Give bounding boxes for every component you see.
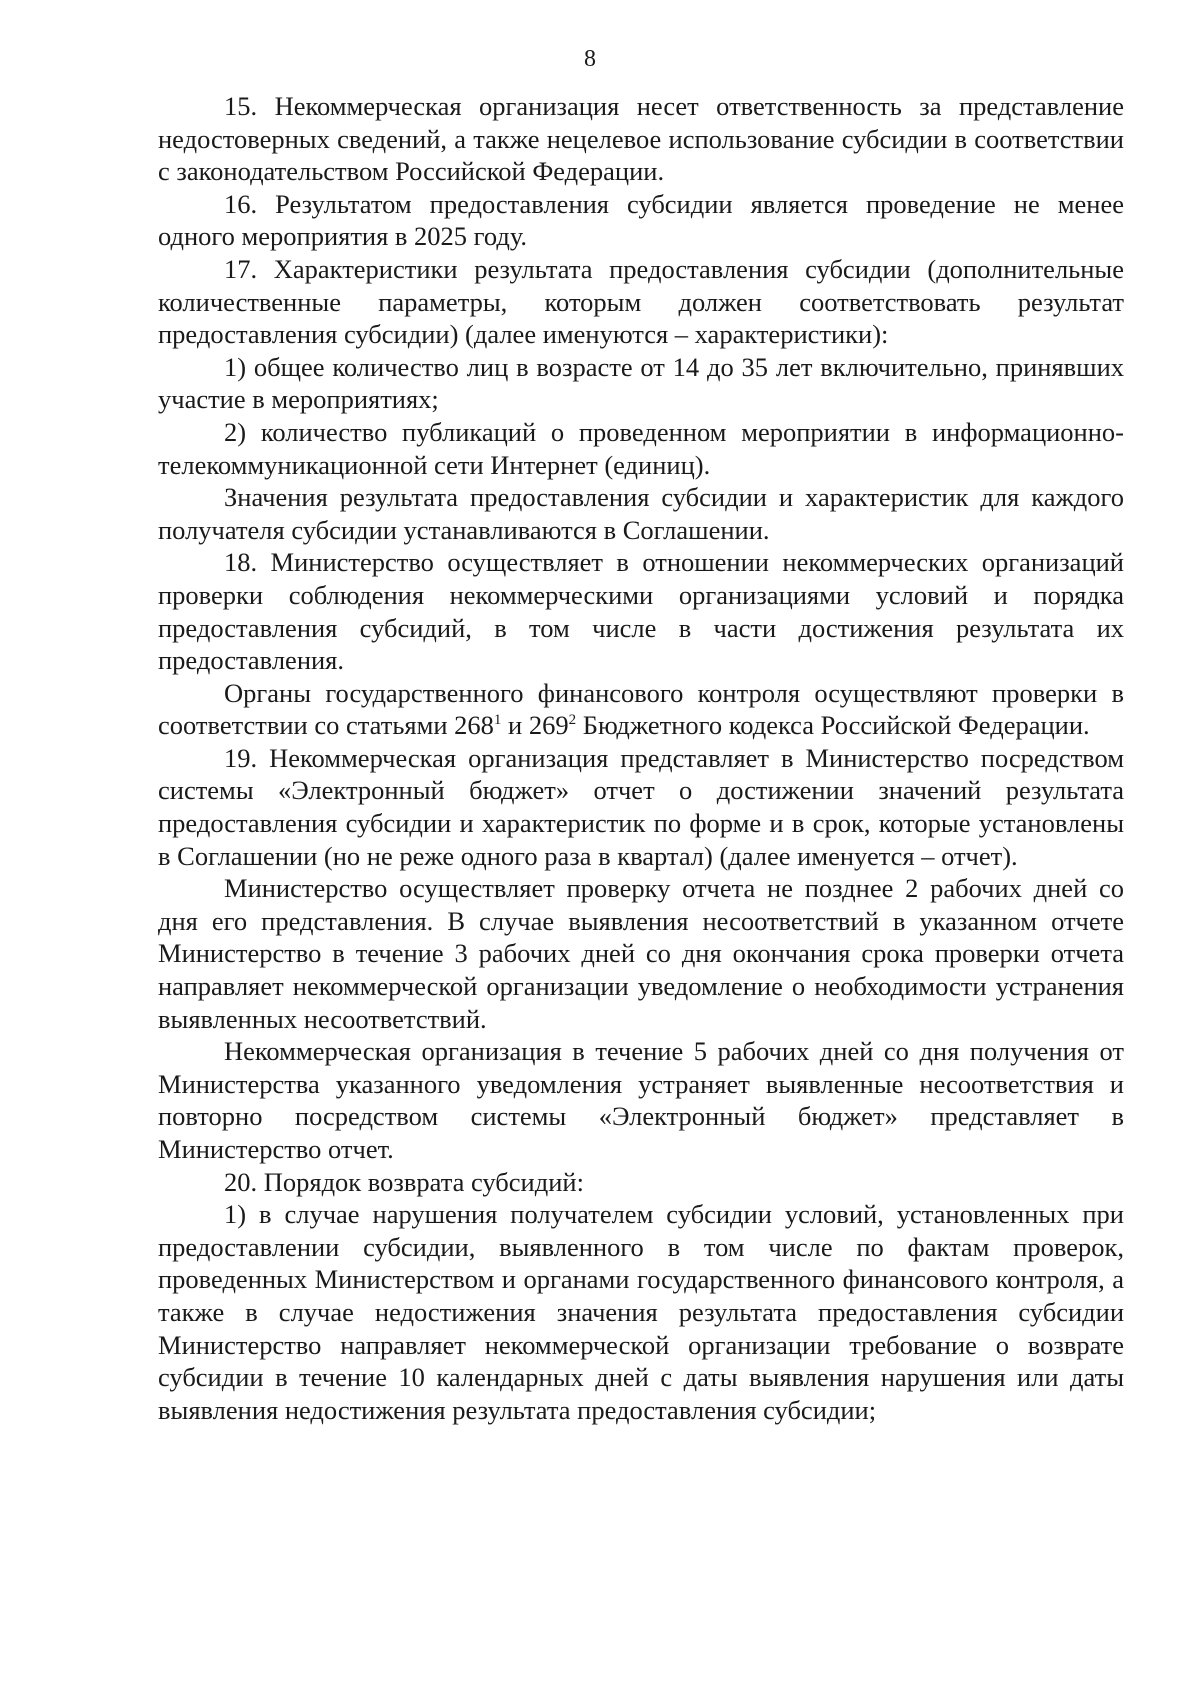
paragraph-15: 15. Некоммерческая организация несет ответственность за представление недостоверных сведений, а также нецелевое использование субсидии в соответствии с законодательством Российской Федерации.	[158, 91, 1124, 187]
paragraph-16: 16. Результатом предоставления субсидии является проведение не менее одного мероприятия в 2025 году.	[158, 188, 1124, 252]
paragraph-18: 18. Министерство осуществляет в отношении некоммерческих организаций проверки соблюдения некоммерческими организациями условий и порядка предоставления субсидий, в том числе в части достижения результата их предоставления.	[158, 547, 1124, 676]
paragraph-corrections: Некоммерческая организация в течение 5 рабочих дней со дня получения от Министерства указанного уведомления устраняет выявленные несоответствия и повторно посредством системы «Электронный бюджет» представляет в Министерство отчет.	[158, 1036, 1124, 1164]
page-number: 8	[584, 46, 596, 72]
footnote-sup-2: 2	[568, 712, 577, 729]
paragraph-values: Значения результата предоставления субсидии и характеристик для каждого получателя субсидии устанавливаются в Соглашении.	[158, 482, 1124, 545]
paragraph-report-check: Министерство осуществляет проверку отчета не позднее 2 рабочих дней со дня его представления. В случае выявления несоответствий в указанном отчете Министерство в течение 3 рабочих дней со дня окончания срока проверки отчета направляет некоммерческой организации уведомление о необходимости устранения выявленных несоответствий.	[158, 873, 1124, 1034]
control-text-middle: и 269	[501, 710, 569, 741]
footnote-sup-1: 1	[493, 712, 502, 729]
paragraph-20: 20. Порядок возврата субсидий:	[224, 1166, 584, 1197]
paragraph-19: 19. Некоммерческая организация представляет в Министерство посредством системы «Электронный бюджет» отчет о достижении значений результата предоставления субсидии и характеристик по форме и в срок, которые установлены в Соглашении (но не реже одного раза в квартал) (далее именуется – отчет).	[158, 742, 1124, 871]
paragraph-17-item-2: 2) количество публикаций о проведенном мероприятии в информационно-телекоммуникационной сети Интернет (единиц).	[158, 416, 1124, 480]
paragraph-17-item-1: 1) общее количество лиц в возрасте от 14 до 35 лет включительно, принявших участие в мероприятиях;	[158, 351, 1124, 415]
paragraph-20-item-1: 1) в случае нарушения получателем субсидии условий, установленных при предоставлении субсидии, выявленного в том числе по фактам проверок, проведенных Министерством и органами государственного финансового контроля, а также в случае недостижения значения результата предоставления субсидии Министерство направляет некоммерческой организации требование о возврате субсидии в течение 10 календарных дней с даты выявления нарушения или даты выявления недостижения результата предоставления субсидии;	[158, 1199, 1124, 1425]
paragraph-17: 17. Характеристики результата предоставления субсидии (дополнительные количественные параметры, которым должен соответствовать результат предоставления субсидии) (далее именуются – характеристики):	[158, 253, 1124, 350]
control-text-after: Бюджетного кодекса Российской Федерации.	[576, 710, 1090, 741]
document-body	[158, 90, 1124, 1426]
control-text-before: Органы государственного финансового контроля осуществляют проверки в соответствии со статьями 268	[158, 677, 1124, 741]
paragraph-financial-control	[158, 677, 1124, 742]
